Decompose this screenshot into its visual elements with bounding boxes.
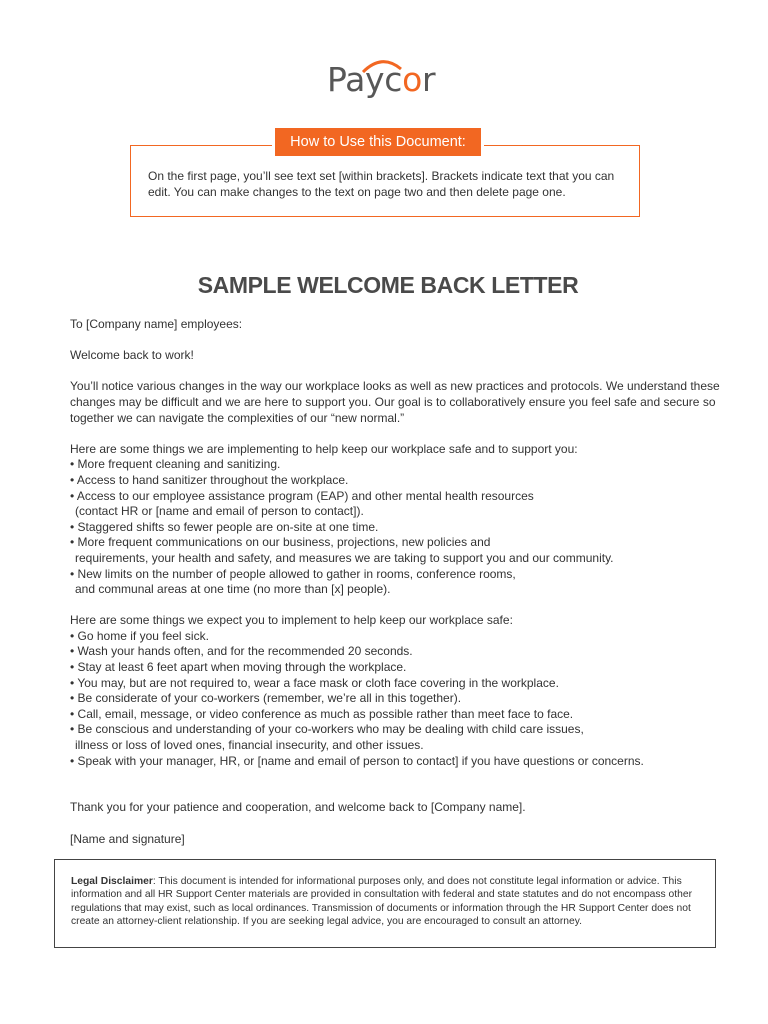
how-to-title: How to Use this Document:: [272, 125, 484, 159]
legal-disclaimer: [54, 859, 716, 948]
how-to-text: On the first page, you’ll see text set [within brackets]. Brackets indicate text that you can edit. You can make changes to the text on page two and then delete page one.: [148, 169, 615, 199]
legal-label: Legal Disclaimer: [71, 876, 153, 887]
logo-arc-icon: [360, 57, 404, 73]
letter-body: [70, 317, 720, 847]
list-item: • Staggered shifts so fewer people are on-site at one time.: [70, 519, 379, 534]
list-item: • Stay at least 6 feet apart when moving through the workplace.: [70, 660, 407, 675]
intro-line: changes may be difficult and we are here to support you. Our goal is to collaboratively ensure you feel safe and secure so: [70, 394, 716, 409]
logo-text-end: r: [422, 60, 436, 99]
page-title: SAMPLE WELCOME BACK LETTER: [197, 272, 579, 298]
logo-text-accent: o: [402, 60, 423, 99]
list-item: • Call, email, message, or video conference as much as possible rather than meet face to face.: [70, 706, 574, 721]
list-item: • New limits on the number of people allowed to gather in rooms, conference rooms,: [70, 566, 516, 581]
signature-placeholder: [Name and signature]: [70, 831, 185, 846]
list-item: • Access to hand sanitizer throughout the workplace.: [70, 472, 349, 487]
list-item: (contact HR or [name and email of person to contact]).: [75, 504, 364, 519]
legal-text: : This document is intended for informational purposes only, and does not constitute legal information or advice. This information and all HR Support Center materials are provided in consultation with federal and state statutes and do not encompass other regulations that may exist, such as local ordinances. Transmission of documents or information through the HR Support Center does not create an attorney-client relationship. If you are seeking legal advice, you are encouraged to consult an attorney.: [71, 876, 693, 927]
closing-line: Thank you for your patience and cooperation, and welcome back to [Company name].: [70, 800, 526, 815]
list-item: illness or loss of loved ones, financial insecurity, and other issues.: [75, 738, 424, 753]
list-item: • Wash your hands often, and for the recommended 20 seconds.: [70, 644, 413, 659]
list-item: requirements, your health and safety, and measures we are taking to support you and our community.: [75, 550, 614, 565]
list-item: • You may, but are not required to, wear a face mask or cloth face covering in the workplace.: [70, 675, 559, 690]
list-item: • Be considerate of your co-workers (remember, we’re all in this together).: [70, 691, 462, 706]
list-item: • More frequent communications on our business, projections, new policies and: [70, 535, 491, 550]
implementing-heading: Here are some things we are implementing to help keep our workplace safe and to support you:: [70, 441, 578, 456]
welcome-line: Welcome back to work!: [70, 348, 194, 363]
list-item: • Be conscious and understanding of your co-workers who may be dealing with child care issues,: [70, 722, 584, 737]
intro-line: You’ll notice various changes in the way our workplace looks as well as new practices and protocols. We understand these: [70, 379, 720, 394]
list-item: and communal areas at one time (no more than [x] people).: [75, 582, 391, 597]
logo-text-main: Payc: [327, 60, 403, 99]
salutation: To [Company name] employees:: [70, 317, 243, 331]
list-item: • Go home if you feel sick.: [70, 628, 209, 643]
list-item: • Access to our employee assistance program (EAP) and other mental health resources: [70, 488, 534, 503]
intro-line: together we can navigate the complexities of our “new normal.”: [70, 410, 405, 425]
list-item: • More frequent cleaning and sanitizing.: [70, 457, 281, 472]
expect-heading: Here are some things we expect you to implement to help keep our workplace safe:: [70, 613, 513, 628]
list-item: • Speak with your manager, HR, or [name and email of person to contact] if you have questions or concerns.: [70, 753, 644, 768]
